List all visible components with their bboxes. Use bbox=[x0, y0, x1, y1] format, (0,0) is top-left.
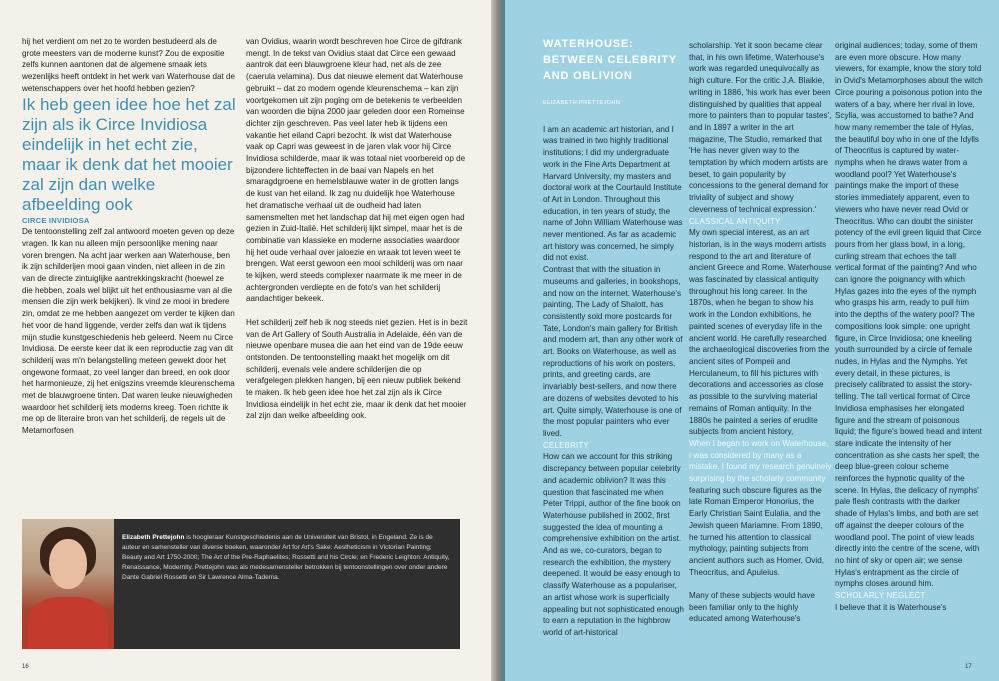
right-column-2 bbox=[689, 40, 832, 625]
left-column-1 bbox=[22, 36, 237, 437]
intro-paragraph: hij het verdient om net zo te worden bestudeerd als de grote meesters van de moderne kunst? Zou de expositie zelfs kunnen aantonen dat de algemene smaak iets wezenlijks heeft ontdekt in het werk van Waterhouse dat de wetenschappers over het hoofd hebben gezien? bbox=[22, 37, 235, 93]
pull-quote: Ik heb geen idee hoe het zal zijn als ik Circe Invidiosa eindelijk in het echt zie, maar ik denk dat het mooier zal zijn dan welke afbeelding ook bbox=[22, 94, 236, 214]
body-paragraph: Het schilderij zelf heb ik nog steeds niet gezien. Het is in bezit van de Art Gallery of South Australia in Adelaide, één van de nieuwe openbare musea die aan het eind van de 19de eeuw ontstonden. De tentoonstelling maakt het mogelijk om dit schilderij, evenals vele andere schilderijen die op verafgelegen plekken hangen, bij een nieuw publiek bekend te maken. Ik heb geen idee hoe het zal zijn als ik Circe Invidiosa eindelijk in het echt zie, maar ik denk dat het mooier zal zijn dan welke afbeelding ook. bbox=[246, 317, 468, 421]
body-paragraph: van Ovidius, waarin wordt beschreven hoe Circe de gifdrank mengt. In de tekst van Ovidius staat dat Circe een gewaad aantrok dat een blauwgroene kleur had, net als de zee (caerula velamina). Dus dat nieuwe element dat Waterhouse gebruikt – dat zo modern ogende kleurenschema – kan zijn voortgekomen uit zijn poging om de betekenis te verbeelden van woorden die bijna 2000 jaar geleden door een Romeinse dichter zijn geschreven. Pas veel later heb ik tijdens een vakantie het eiland Capri bezocht. Ik wist dat Waterhouse vaak op Capri was geweest in de jaren vlak voor hij Circe Invidiosa schilderde, maar ik was totaal niet voorbereid op de bijzondere lichteffecten in de baai van Napels en het smaragdgroene en hemelsblauwe water in de grotten langs de kust van het eiland. Ik zag nu duidelijk hoe Waterhouse het dramatische verhaal uit de oudheid had laten samensmelten met het landschap dat hij met eigen ogen had gezien in Zuid-Italië. Het schilderij lijkt simpel, maar het is de combinatie van klassieke en moderne associaties waardoor hij het oude verhaal over jaloezie en wraak tot leven weet te brengen. Wat eerst gewoon een mooi schilderij was om naar te kijken, werd steeds complexer naarmate ik me meer in de achtergronden verdiepte en de foto's van het schilderij aandachtiger bekeek. bbox=[246, 37, 466, 304]
body-paragraph: scholarship. Yet it soon became clear that, in his own lifetime, Waterhouse's work was regarded unequivocally as high culture. For the critic J.A. Blaikie, writing in 1886, 'his work has ever been distinguished by qualities that appeal more to painters than to popular tastes', and in 1897 a writer in the art magazine, The Studio, remarked that 'He has never given way to the temptation by which modern artists are beset, to gain popularity by concessions to the general demand for triviality of subject and showy cleverness of technical expression.' bbox=[689, 41, 832, 214]
body-paragraph: Many of these subjects would have been familiar only to the highly educated among Waterhouse's bbox=[689, 591, 815, 624]
left-page bbox=[0, 0, 491, 681]
bio-description: is hoogleraar Kunstgeschiedenis aan de Universiteit van Bristol, in Engeland. Ze is de auteur en samensteller van diverse boeken, waaronder Art for Art's Sake: Aestheticism in Victorian Painting; Beauty and Art 1750-2000; The Art of the Pre-Raphaelites; Rossetti and his Circle; en Frederic Leighton: Antiquity, Renaissance, Modernity. Prettejohn was als medesamensteller betrokken bij tentoonstellingen over onder andere Dante Gabriel Rossetti en Sir Lawrence Alma-Tadema. bbox=[122, 534, 450, 581]
page-number: 16 bbox=[22, 664, 29, 670]
body-paragraph: My own special interest, as an art historian, is in the ways modern artists respond to the art and literature of ancient Greece and Rome. Waterhouse was fascinated by classical antiquity throughout his long career. In the 1870s, when he began to show his work in the London exhibitions, he painted scenes of everyday life in the ancient world. He carefully researched the archaeological discoveries from the ancient sites of Pompeii and Herculaneum, to fill his pictures with decorations and accessories as close as possible to the surviving material remains of Roman antiquity. In the 1880s he painted a series of erudite subjects from ancient history, bbox=[689, 228, 832, 437]
right-column-3 bbox=[835, 40, 983, 613]
article-author: ELIZABETH PRETTEJOHN bbox=[543, 100, 621, 106]
author-photo bbox=[22, 519, 114, 649]
article-title: WATERHOUSE: BETWEEN CELEBRITY AND OBLIVION bbox=[543, 38, 677, 82]
pull-quote: When I began to work on Waterhouse, I was considered by many as a mistake. I found my research genuinely surprising by the scholarly community bbox=[689, 438, 832, 484]
right-column-1 bbox=[543, 36, 685, 639]
author-bio-box bbox=[22, 519, 460, 649]
section-heading: SCHOLARLY NEGLECT bbox=[835, 591, 926, 601]
section-heading: CLASSICAL ANTIQUITY bbox=[689, 216, 781, 226]
section-heading: CELEBRITY bbox=[543, 440, 590, 450]
body-paragraph: I am an academic art historian, and I was trained in two highly traditional institutions; I did my undergraduate work in the Fine Arts Department at Harvard University, my masters and doctoral work at the Courtauld Institute of Art in London. Throughout this education, in ten years of study, the name of John William Waterhouse was never mentioned. As far as academic art history was concerned, he simply did not exist. bbox=[543, 124, 683, 263]
body-paragraph: I believe that it is Waterhouse's bbox=[835, 602, 947, 612]
body-paragraph: original audiences; today, some of them are even more obscure. How many viewers, for example, know the story told in Ovid's Metamorphoses about the witch Circe pouring a poisonous potion into the waters of a bay, where her rival in love, Scylla, was accustomed to bathe? And how many remember the tale of Hylas, the beautiful boy who in one of the Idylls of Theocritus is captured by water-nymphs when he draws water from a woodland pool? Yet Waterhouse's paintings make the import of these stories immediately apparent, even to viewers who have never read Ovid or Theocritus. Who can doubt the sinister potency of the evil green liquid that Circe pours from her glass bowl, in a long, curling stream that echoes the tall vertical format of the painting? And who can ignore the poignancy with which Hylas gazes into the eyes of the nymph who grasps his arm, ready to pull him into the depths of the watery pool? The compositions look simple: one upright figure, in Circe Invidiosa; one kneeling youth surrounded by a circle of female nudes, in Hylas and the Nymphs. Yet every detail, in these pictures, is precisely calibrated to assist the story-telling. The tall vertical format of Circe Invidiosa emphasises her elongated figure and the stream of poisonous liquid; the figure's bowed head and intent stare indicate the intensity of her concentration as she casts her spell; the deep blue-green colour scheme reinforces the hypnotic quality of the scene. In Hylas, the delicacy of nymphs' pale flesh contrasts with the darker shade of Hylas's limbs, and both are set off against the deeper colours of the woodland pool. The point of view leads directly into the centre of the scene, with no hint of sky or open air; we sense Hylas's entrapment as the circle of nymphs closes around him. bbox=[835, 41, 983, 589]
left-column-2 bbox=[246, 36, 468, 422]
body-paragraph: featuring such obscure figures as the late Roman Emperor Honorius, the Early Christian Saint Eulalia, and the Jewish queen Mariamne. From 1890, he turned his attention to classical mythology, painting subjects from ancient authors such as Homer, Ovid, Theocritus, and Apuleius. bbox=[689, 485, 824, 577]
body-paragraph: Contrast that with the situation in museums and galleries, in bookshops, and now on the internet. Waterhouse's painting, The Lady of Shalott, has consistently sold more postcards for Tate, London's main gallery for British and modern art, than any other work of art. Books on Waterhouse, as well as reproductions of his work on posters, prints, and greeting cards, are invariably best-sellers, and now there are dozens of websites devoted to his art. Quite simply, Waterhouse is one of the most popular painters who ever lived. bbox=[543, 265, 683, 438]
bio-name: Elizabeth Prettejohn bbox=[122, 534, 185, 541]
spine-gutter bbox=[491, 0, 505, 681]
body-paragraph: De tentoonstelling zelf zal antwoord moeten geven op deze vragen. Ik kan nu alleen mijn persoonlijke mening naar voren brengen. Na acht jaar werken aan Waterhouse, ben ik zijn schilderijen mooi gaan vinden, niet alleen in de zin van de directe zintuiglijke aantrekkingskracht (hoewel ze die hebben, zoals wel blijkt uit het enthousiasme van al die mensen die zijn werk bekijken). Ik vind ze mooi in bredere zin, omdat ze me hebben aangezet om verder te kijken dan het voor de hand liggende, verder zelfs dan wat ik tijdens mijn studie kunstgeschiedenis heb geleerd. Neem nu Circe Invidiosa. De eerste keer dat ik een reproductie zag van dit schilderij was m'n belangstelling meteen gewekt door het ongewone formaat, zo veel langer dan breed, en ook door het harmonieuze, zij het enigszins vreemde kleurenschema met de blauwgroene tinten. Dat waren leuke nieuwigheden waardoor het schilderij iets moderns kreeg. Toen richtte ik me op de literaire bron van het schilderij, de regels uit de Metamorfosen bbox=[22, 227, 235, 436]
right-page bbox=[505, 0, 999, 681]
section-heading: CIRCE INVIDIOSA bbox=[22, 215, 90, 225]
body-paragraph: How can we account for this striking discrepancy between popular celebrity and academic oblivion? It was this question that fascinated me when Peter Trippi, author of the fine book on Waterhouse published in 2002, first suggested the idea of mounting a comprehensive exhibition on the artist. And as we, co-curators, began to research the exhibition, the mystery deepened. It would be easy enough to classify Waterhouse as a populariser, an artist whose work is superficially appealing but not sophisticated enough to earn a reputation in the highbrow world of art-historical bbox=[543, 452, 684, 637]
page-number: 17 bbox=[965, 664, 972, 670]
bio-text bbox=[122, 533, 452, 583]
